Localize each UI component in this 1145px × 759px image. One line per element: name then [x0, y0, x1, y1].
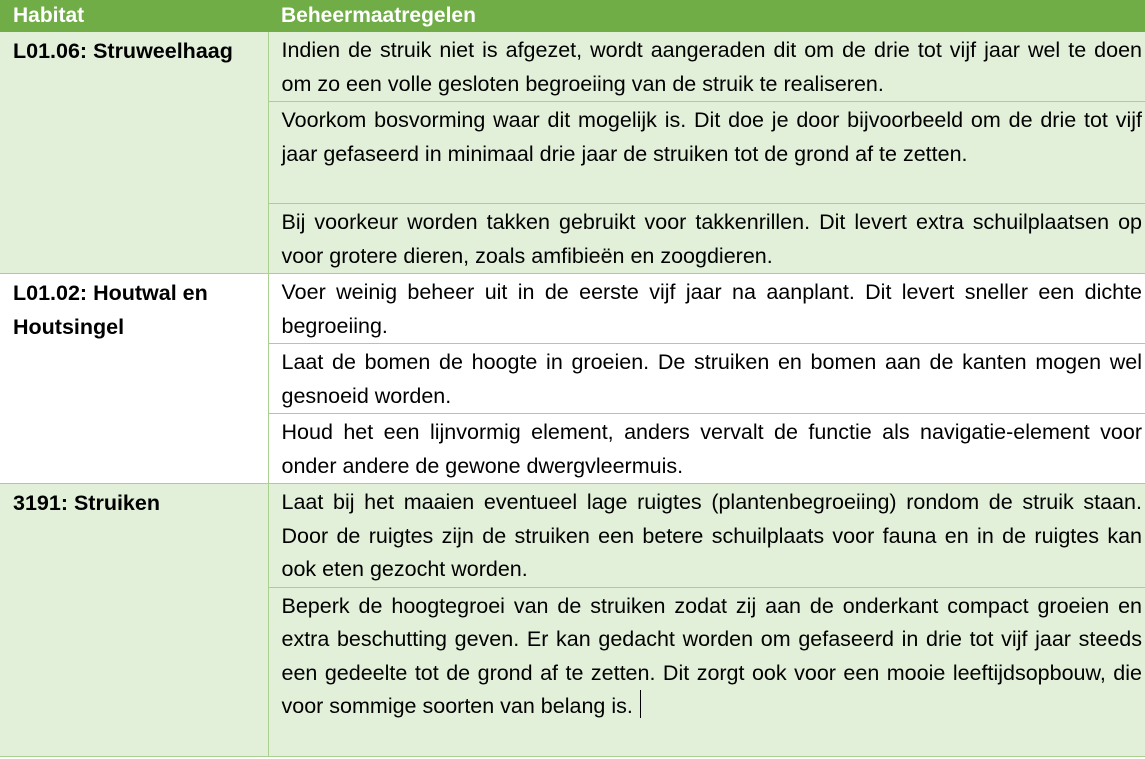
measure-cell: Voorkom bosvorming waar dit mogelijk is. Dit doe je door bijvoorbeeld om de drie tot vijf jaar gefaseerd in minimaal drie jaar de struiken tot de grond af te zetten.: [268, 102, 1145, 204]
text-cursor: [640, 690, 641, 718]
table-row: [0, 32, 1145, 102]
header-row: [0, 0, 1145, 32]
header-measures: Beheermaatregelen: [268, 0, 1145, 32]
measure-cell[interactable]: [268, 587, 1145, 756]
measure-cell: Bij voorkeur worden takken gebruikt voor takkenrillen. Dit levert extra schuilplaatsen op voor grotere dieren, zoals amfibieën en zoogdieren.: [268, 204, 1145, 274]
measure-cell: Houd het een lijnvormig element, anders vervalt de functie als navigatie-element voor onder andere de gewone dwergvleermuis.: [268, 414, 1145, 484]
table-row: [0, 274, 1145, 344]
header-habitat: Habitat: [0, 0, 268, 32]
measure-cell: Laat bij het maaien eventueel lage ruigtes (plantenbegroeiing) rondom de struik staan. Door de ruigtes zijn de struiken een betere schuilplaats voor fauna en in de ruigtes kan ook eten gezocht worden.: [268, 484, 1145, 588]
habitat-cell: 3191: Struiken: [0, 484, 268, 757]
measure-cell: Voer weinig beheer uit in de eerste vijf jaar na aanplant. Dit levert sneller een dichte begroeiing.: [268, 274, 1145, 344]
measure-cell: Indien de struik niet is afgezet, wordt aangeraden dit om de drie tot vijf jaar wel te doen om zo een volle gesloten begroeiing van de struik te realiseren.: [268, 32, 1145, 102]
habitat-cell: L01.02: Houtwal en Houtsingel: [0, 274, 268, 484]
habitat-cell: L01.06: Struweelhaag: [0, 32, 268, 274]
table-row: [0, 484, 1145, 588]
measure-text[interactable]: Beperk de hoogtegroei van de struiken zodat zij aan de onderkant compact groeien en extra beschutting geven. Er kan gedacht worden om gefaseerd in drie tot vijf jaar steeds een gedeelte tot de grond af te zetten. Dit zorgt ook voor een mooie leeftijdsopbouw, die voor sommige soorten van belang is.: [281, 593, 1142, 718]
measure-cell: Laat de bomen de hoogte in groeien. De struiken en bomen aan de kanten mogen wel gesnoeid worden.: [268, 344, 1145, 414]
